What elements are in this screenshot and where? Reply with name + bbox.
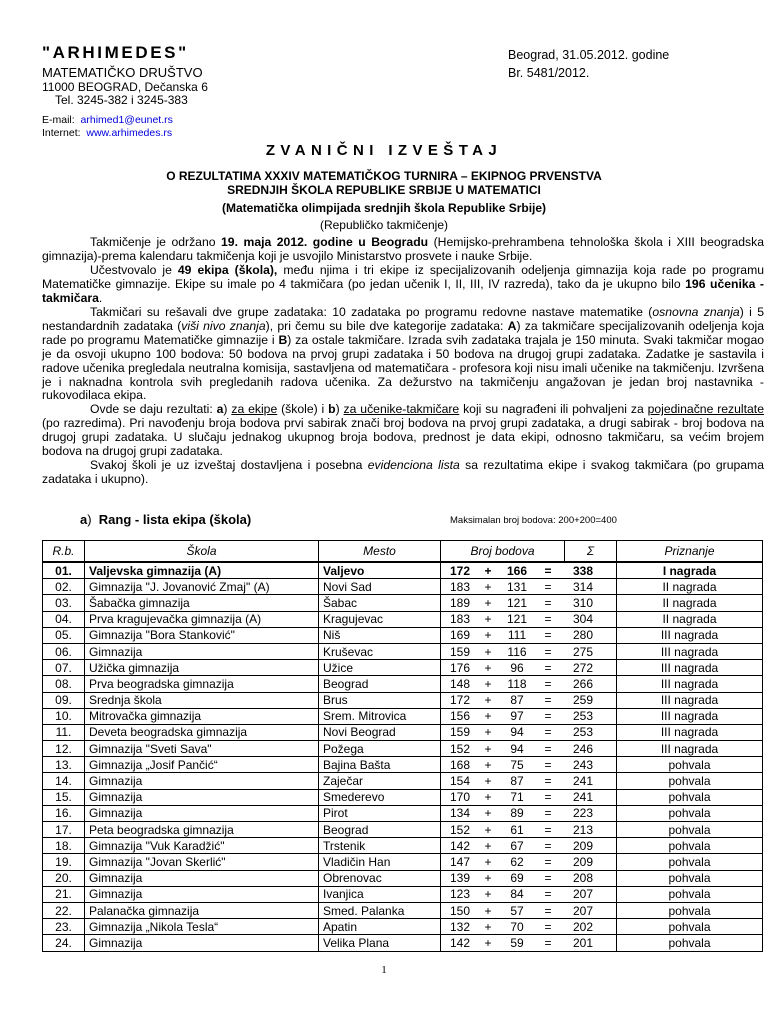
points-group-1: 152 <box>449 822 471 837</box>
org-subtitle: MATEMATIČKO DRUŠTVO <box>42 65 203 80</box>
cell-points <box>441 870 617 886</box>
equals-sign: = <box>544 709 552 724</box>
plus-sign: + <box>484 806 492 821</box>
cell-school: Gimnazija "Vuk Karadžić" <box>85 838 319 854</box>
cell-points <box>441 741 617 757</box>
points-group-2: 71 <box>510 790 524 805</box>
cell-rb: 01. <box>43 562 85 579</box>
points-group-2: 67 <box>510 838 524 853</box>
cell-place: Beograd <box>319 822 441 838</box>
table-row <box>43 838 763 854</box>
plus-sign: + <box>484 676 492 691</box>
plus-sign: + <box>484 903 492 918</box>
equals-sign: = <box>544 741 552 756</box>
table-row <box>43 822 763 838</box>
cell-points <box>441 643 617 659</box>
points-total: 280 <box>572 628 594 643</box>
table-row <box>43 708 763 724</box>
cell-place: Obrenovac <box>319 870 441 886</box>
cell-rb: 21. <box>43 886 85 902</box>
points-group-1: 183 <box>449 579 471 594</box>
cell-award: pohvala <box>617 838 763 854</box>
points-total: 253 <box>572 725 594 740</box>
cell-award: III nagrada <box>617 708 763 724</box>
email-link[interactable]: arhimed1@eunet.rs <box>80 114 173 126</box>
cell-award: III nagrada <box>617 627 763 643</box>
email-label: E-mail: <box>42 114 75 126</box>
points-group-1: 169 <box>449 628 471 643</box>
cell-points <box>441 676 617 692</box>
cell-place: Niš <box>319 627 441 643</box>
cell-award: pohvala <box>617 854 763 870</box>
table-row <box>43 741 763 757</box>
points-group-1: 148 <box>449 676 471 691</box>
cell-award: II nagrada <box>617 611 763 627</box>
cell-award: III nagrada <box>617 676 763 692</box>
points-group-1: 156 <box>449 709 471 724</box>
table-row <box>43 805 763 821</box>
cell-rb: 10. <box>43 708 85 724</box>
cell-place: Pirot <box>319 805 441 821</box>
cell-school: Valjevska gimnazija (A) <box>85 562 319 579</box>
cell-award: II nagrada <box>617 595 763 611</box>
cell-school: Gimnazija "Jovan Skerlić" <box>85 854 319 870</box>
points-group-2: 166 <box>506 563 528 578</box>
points-total: 314 <box>572 579 594 594</box>
cell-points <box>441 789 617 805</box>
cell-place: Bajina Bašta <box>319 757 441 773</box>
equals-sign: = <box>544 644 552 659</box>
plus-sign: + <box>484 628 492 643</box>
cell-points <box>441 660 617 676</box>
cell-rb: 14. <box>43 773 85 789</box>
plus-sign: + <box>484 693 492 708</box>
equals-sign: = <box>544 693 552 708</box>
plus-sign: + <box>484 919 492 934</box>
cell-school: Srednja škola <box>85 692 319 708</box>
paragraph-5: Svakoj školi je uz izveštaj dostavljena i posebna evidenciona lista sa rezultatima ekipe i svakog takmičara (po grupama zadataka i ukupno). <box>42 458 764 487</box>
cell-place: Velika Plana <box>319 935 441 951</box>
points-group-2: 131 <box>506 579 528 594</box>
cell-points <box>441 822 617 838</box>
cell-points <box>441 579 617 595</box>
cell-place: Apatin <box>319 919 441 935</box>
points-group-1: 172 <box>449 563 471 578</box>
points-group-1: 176 <box>449 660 471 675</box>
header-place: Mesto <box>319 541 441 563</box>
points-total: 266 <box>572 676 594 691</box>
header-school: Škola <box>85 541 319 563</box>
plus-sign: + <box>484 822 492 837</box>
table-body <box>43 562 763 951</box>
section-heading: a) Rang - lista ekipa (škola) <box>80 512 252 527</box>
org-address: 11000 BEOGRAD, Dečanska 6 <box>42 80 208 94</box>
points-total: 310 <box>572 595 594 610</box>
points-total: 223 <box>572 806 594 821</box>
points-group-1: 154 <box>449 774 471 789</box>
points-group-2: 61 <box>510 822 524 837</box>
table-row <box>43 919 763 935</box>
cell-points <box>441 902 617 918</box>
cell-rb: 09. <box>43 692 85 708</box>
cell-points <box>441 886 617 902</box>
cell-school: Gimnazija <box>85 886 319 902</box>
cell-school: Gimnazija <box>85 643 319 659</box>
cell-rb: 18. <box>43 838 85 854</box>
cell-school: Gimnazija „Nikola Tesla“ <box>85 919 319 935</box>
table-row <box>43 611 763 627</box>
points-group-1: 123 <box>449 887 471 902</box>
cell-rb: 11. <box>43 724 85 740</box>
cell-award: pohvala <box>617 870 763 886</box>
website-link[interactable]: www.arhimedes.rs <box>86 127 173 139</box>
report-title: ZVANIČNI IZVEŠTAJ <box>265 142 503 159</box>
equals-sign: = <box>544 871 552 886</box>
points-total: 275 <box>572 644 594 659</box>
points-group-2: 89 <box>510 806 524 821</box>
org-phone: Tel. 3245-382 i 3245-383 <box>55 93 188 107</box>
points-group-1: 189 <box>449 595 471 610</box>
cell-place: Kruševac <box>319 643 441 659</box>
equals-sign: = <box>544 579 552 594</box>
cell-school: Gimnazija <box>85 870 319 886</box>
report-subtitle-3: (Matematička olimpijada srednjih škola Republike Srbije) <box>221 201 547 215</box>
plus-sign: + <box>484 579 492 594</box>
points-group-2: 84 <box>510 887 524 902</box>
equals-sign: = <box>544 903 552 918</box>
cell-rb: 03. <box>43 595 85 611</box>
table-row <box>43 886 763 902</box>
equals-sign: = <box>544 563 552 578</box>
cell-rb: 02. <box>43 579 85 595</box>
table-row <box>43 643 763 659</box>
cell-award: III nagrada <box>617 724 763 740</box>
cell-rb: 23. <box>43 919 85 935</box>
cell-points <box>441 611 617 627</box>
cell-school: Palanačka gimnazija <box>85 902 319 918</box>
points-total: 209 <box>572 854 594 869</box>
cell-rb: 04. <box>43 611 85 627</box>
cell-rb: 06. <box>43 643 85 659</box>
page-number: 1 <box>381 964 387 976</box>
equals-sign: = <box>544 725 552 740</box>
cell-place: Kragujevac <box>319 611 441 627</box>
cell-points <box>441 773 617 789</box>
email-line <box>42 114 173 126</box>
points-total: 246 <box>572 741 594 756</box>
cell-points <box>441 724 617 740</box>
org-name: "ARHIMEDES" <box>42 43 189 62</box>
cell-place: Vladičin Han <box>319 854 441 870</box>
cell-place: Ivanjica <box>319 886 441 902</box>
report-subtitle-1: O REZULTATIMA XXXIV MATEMATIČKOG TURNIRA – EKIPNOG PRVENSTVA <box>166 169 602 183</box>
cell-rb: 24. <box>43 935 85 951</box>
table-row <box>43 692 763 708</box>
plus-sign: + <box>484 660 492 675</box>
cell-school: Peta beogradska gimnazija <box>85 822 319 838</box>
points-total: 272 <box>572 660 594 675</box>
cell-award: III nagrada <box>617 692 763 708</box>
plus-sign: + <box>484 741 492 756</box>
cell-award: III nagrada <box>617 741 763 757</box>
plus-sign: + <box>484 595 492 610</box>
plus-sign: + <box>484 871 492 886</box>
cell-place: Novi Beograd <box>319 724 441 740</box>
table-row <box>43 789 763 805</box>
cell-rb: 19. <box>43 854 85 870</box>
points-group-1: 134 <box>449 806 471 821</box>
points-total: 202 <box>572 919 594 934</box>
points-group-1: 172 <box>449 693 471 708</box>
cell-rb: 20. <box>43 870 85 886</box>
cell-points <box>441 838 617 854</box>
equals-sign: = <box>544 790 552 805</box>
cell-place: Brus <box>319 692 441 708</box>
points-total: 243 <box>572 757 594 772</box>
header-sum: Σ <box>565 541 617 563</box>
cell-place: Srem. Mitrovica <box>319 708 441 724</box>
document-date: Beograd, 31.05.2012. godine <box>508 48 670 62</box>
points-group-1: 132 <box>449 919 471 934</box>
cell-award: III nagrada <box>617 660 763 676</box>
points-group-1: 170 <box>449 790 471 805</box>
cell-school: Gimnazija <box>85 935 319 951</box>
points-group-2: 97 <box>510 709 524 724</box>
points-group-2: 116 <box>507 644 527 659</box>
cell-school: Užička gimnazija <box>85 660 319 676</box>
points-group-2: 70 <box>510 919 524 934</box>
equals-sign: = <box>544 838 552 853</box>
table-row <box>43 562 763 579</box>
plus-sign: + <box>484 838 492 853</box>
table-row <box>43 627 763 643</box>
points-group-2: 75 <box>510 757 524 772</box>
cell-place: Zaječar <box>319 773 441 789</box>
points-group-1: 142 <box>449 838 471 853</box>
points-group-1: 159 <box>449 644 471 659</box>
points-total: 241 <box>572 790 594 805</box>
cell-points <box>441 562 617 579</box>
cell-award: pohvala <box>617 919 763 935</box>
table-row <box>43 773 763 789</box>
points-total: 209 <box>572 838 594 853</box>
cell-rb: 05. <box>43 627 85 643</box>
table-row <box>43 935 763 951</box>
table-header-row <box>43 541 763 563</box>
equals-sign: = <box>544 612 552 627</box>
cell-award: pohvala <box>617 757 763 773</box>
cell-school: Šabačka gimnazija <box>85 595 319 611</box>
team-ranking-table <box>42 540 763 952</box>
cell-place: Smed. Palanka <box>319 902 441 918</box>
cell-award: pohvala <box>617 789 763 805</box>
points-group-2: 121 <box>506 612 528 627</box>
table-row <box>43 854 763 870</box>
equals-sign: = <box>544 887 552 902</box>
cell-place: Šabac <box>319 595 441 611</box>
table-row <box>43 660 763 676</box>
plus-sign: + <box>484 709 492 724</box>
plus-sign: + <box>484 887 492 902</box>
points-total: 207 <box>572 903 594 918</box>
internet-label: Internet: <box>42 127 81 139</box>
table-row <box>43 676 763 692</box>
points-group-2: 57 <box>510 903 524 918</box>
cell-school: Deveta beogradska gimnazija <box>85 724 319 740</box>
points-group-2: 87 <box>510 693 524 708</box>
cell-rb: 07. <box>43 660 85 676</box>
cell-points <box>441 708 617 724</box>
equals-sign: = <box>544 628 552 643</box>
cell-place: Valjevo <box>319 562 441 579</box>
points-group-2: 118 <box>507 676 527 691</box>
cell-points <box>441 854 617 870</box>
cell-points <box>441 692 617 708</box>
table-row <box>43 724 763 740</box>
cell-place: Požega <box>319 741 441 757</box>
equals-sign: = <box>544 854 552 869</box>
max-points-note: Maksimalan broj bodova: 200+200=400 <box>450 515 617 526</box>
cell-points <box>441 627 617 643</box>
plus-sign: + <box>484 563 492 578</box>
cell-school: Gimnazija <box>85 805 319 821</box>
cell-school: Gimnazija <box>85 773 319 789</box>
cell-rb: 22. <box>43 902 85 918</box>
equals-sign: = <box>544 676 552 691</box>
cell-points <box>441 595 617 611</box>
paragraph-3: Takmičari su rešavali dve grupe zadataka: 10 zadataka po programu redovne nastave matematike (osnovna znanja) i 5 nestandardnih zadataka (viši nivo znanja), pri čemu su bile dve kategorije zadataka: A) za takmičare specijalizovanih odeljenja koja rade po programu Matematičke gimnazije i B) za ostale takmičare. Izrada svih zadataka trajala je 150 minuta. Svaki takmičar mogao je da osvoji ukupno 100 bodova: 50 bodova na prvoj grupi zadataka i 50 bodova na drugoj grupi zadataka. Zadatke je sastavila i radove učenika pregledala neutralna komisija, sastavljena od matematičara - profesora koji nisu imali učenike na takmičenju. Izvršena je i naknadna kontrola svih pregledanih radova učenika. Za dežurstvo na takmičenju angažovan je jedan broj nastavnika - rukovodilaca ekipa. <box>42 304 765 403</box>
cell-award: pohvala <box>617 886 763 902</box>
equals-sign: = <box>544 660 552 675</box>
table-row <box>43 902 763 918</box>
header-rb: R.b. <box>43 541 85 563</box>
points-group-1: 150 <box>449 903 471 918</box>
cell-school: Mitrovačka gimnazija <box>85 708 319 724</box>
points-group-2: 94 <box>510 725 524 740</box>
points-group-2: 69 <box>510 871 524 886</box>
cell-points <box>441 757 617 773</box>
points-group-2: 62 <box>510 854 524 869</box>
cell-rb: 16. <box>43 805 85 821</box>
cell-award: pohvala <box>617 935 763 951</box>
points-group-1: 159 <box>449 725 471 740</box>
equals-sign: = <box>544 935 552 950</box>
report-body <box>42 236 764 487</box>
plus-sign: + <box>484 935 492 950</box>
points-total: 259 <box>572 693 594 708</box>
cell-points <box>441 919 617 935</box>
cell-points <box>441 805 617 821</box>
table-row <box>43 757 763 773</box>
cell-rb: 08. <box>43 676 85 692</box>
points-group-2: 87 <box>510 774 524 789</box>
points-group-2: 59 <box>510 935 524 950</box>
equals-sign: = <box>544 822 552 837</box>
points-group-1: 152 <box>449 741 471 756</box>
points-total: 208 <box>572 871 594 886</box>
plus-sign: + <box>484 757 492 772</box>
plus-sign: + <box>484 725 492 740</box>
points-total: 241 <box>572 774 594 789</box>
plus-sign: + <box>484 774 492 789</box>
points-group-1: 139 <box>449 871 471 886</box>
cell-school: Gimnazija <box>85 789 319 805</box>
plus-sign: + <box>484 644 492 659</box>
cell-award: pohvala <box>617 822 763 838</box>
cell-award: pohvala <box>617 805 763 821</box>
document-reference: Br. 5481/2012. <box>508 66 590 80</box>
cell-award: pohvala <box>617 902 763 918</box>
plus-sign: + <box>484 612 492 627</box>
points-group-2: 111 <box>507 628 527 643</box>
plus-sign: + <box>484 790 492 805</box>
paragraph-4: Ovde se daju rezultati: a) za ekipe (škole) i b) za učenike-takmičare koji su nagrađeni ili pohvaljeni za pojedinačne rezultate (po razredima). Pri navođenju broja bodova prvi sabirak znači broj bodova na prvoj grupi zadataka, a drugi sabirak - broj bodova na drugoj grupi zadataka. U slučaju jednakog ukupnog broja bodova, prednost je data ekipi, odnosno takmičaru, sa većim brojem bodova na drugoj grupi zadataka. <box>42 402 764 459</box>
points-group-1: 142 <box>449 935 471 950</box>
cell-rb: 12. <box>43 741 85 757</box>
points-total: 213 <box>572 822 594 837</box>
cell-rb: 17. <box>43 822 85 838</box>
cell-place: Trstenik <box>319 838 441 854</box>
cell-award: I nagrada <box>617 562 763 579</box>
report-subtitle-4: (Republičko takmičenje) <box>319 218 449 232</box>
points-total: 253 <box>572 709 594 724</box>
equals-sign: = <box>544 757 552 772</box>
points-total: 201 <box>572 935 594 950</box>
internet-line <box>42 127 172 139</box>
cell-place: Beograd <box>319 676 441 692</box>
points-group-1: 183 <box>449 612 471 627</box>
cell-award: pohvala <box>617 773 763 789</box>
cell-award: II nagrada <box>617 579 763 595</box>
plus-sign: + <box>484 854 492 869</box>
cell-school: Gimnazija "Sveti Sava" <box>85 741 319 757</box>
cell-school: Gimnazija "J. Jovanović Zmaj" (A) <box>85 579 319 595</box>
equals-sign: = <box>544 595 552 610</box>
report-subtitle-2: SREDNJIH ŠKOLA REPUBLIKE SRBIJE U MATEMATICI <box>227 183 541 197</box>
cell-school: Prva kragujevačka gimnazija (A) <box>85 611 319 627</box>
cell-rb: 13. <box>43 757 85 773</box>
header-award: Priznanje <box>617 541 763 563</box>
equals-sign: = <box>544 919 552 934</box>
cell-rb: 15. <box>43 789 85 805</box>
cell-award: III nagrada <box>617 643 763 659</box>
points-total: 304 <box>572 612 594 627</box>
table-row <box>43 870 763 886</box>
table-row <box>43 579 763 595</box>
cell-school: Gimnazija "Bora Stanković" <box>85 627 319 643</box>
cell-place: Užice <box>319 660 441 676</box>
cell-school: Prva beogradska gimnazija <box>85 676 319 692</box>
cell-place: Novi Sad <box>319 579 441 595</box>
points-total: 338 <box>572 563 594 578</box>
paragraph-1: Takmičenje je održano 19. maja 2012. godine u Beogradu (Hemijsko-prehrambena tehnološka škola i XIII beogradska gimnazija)-prema kalendaru takmičenja koji je usvojilo Ministarstvo prosvete i nauke Srbije. <box>42 235 764 263</box>
table-row <box>43 595 763 611</box>
equals-sign: = <box>544 806 552 821</box>
points-group-1: 168 <box>449 757 471 772</box>
paragraph-2: Učestvovalo je 49 ekipa (škola), među njima i tri ekipe iz specijalizovanih odeljenja gimnazija koja rade po programu Matematičke gimnazije. Ekipe su imale po 4 takmičara (po jedan učenik I, II, III, IV razreda), tako da je ukupno bilo 196 učenika - takmičara. <box>42 262 765 305</box>
cell-points <box>441 935 617 951</box>
points-group-2: 96 <box>510 660 524 675</box>
cell-school: Gimnazija „Josif Pančić“ <box>85 757 319 773</box>
points-total: 207 <box>572 887 594 902</box>
cell-place: Smederevo <box>319 789 441 805</box>
points-group-2: 121 <box>506 595 528 610</box>
points-group-1: 147 <box>449 854 471 869</box>
equals-sign: = <box>544 774 552 789</box>
header-points: Broj bodova <box>441 541 565 563</box>
points-group-2: 94 <box>510 741 524 756</box>
